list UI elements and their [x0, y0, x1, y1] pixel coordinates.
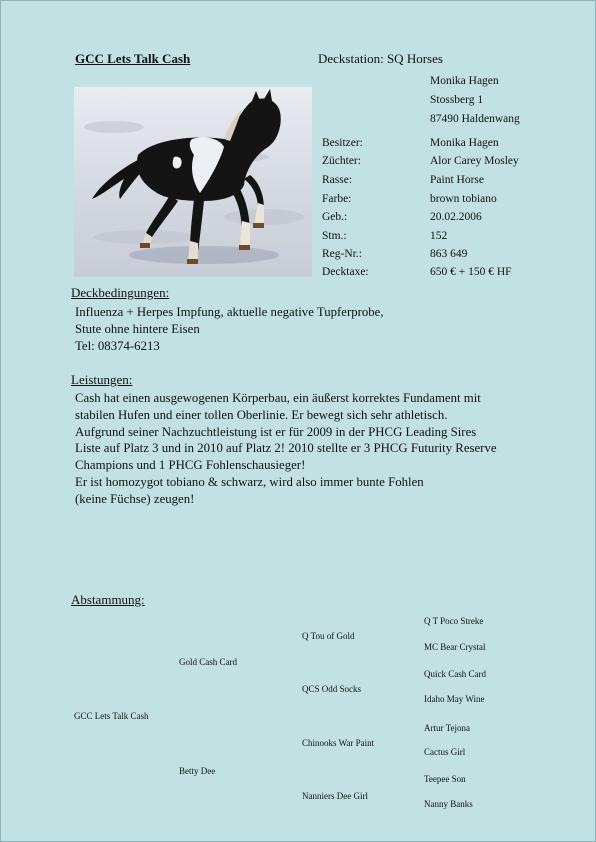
pedigree-great: MC Bear Crystal: [424, 642, 486, 652]
pedigree-dam: Betty Dee: [179, 766, 216, 776]
deck-conditions-text: [75, 304, 384, 354]
horse-name-title: GCC Lets Talk Cash: [75, 51, 191, 66]
performance-line: Aufgrund seiner Nachzuchtleistung ist er für 2009 in der PHCG Leading Sires: [75, 424, 477, 439]
performance-line: (keine Füchse) zeugen!: [75, 491, 195, 506]
performance-line: Cash hat einen ausgewogenen Körperbau, ein äußerst korrektes Fundament mit: [75, 391, 481, 405]
pedigree-great: Nanny Banks: [424, 799, 473, 809]
detail-label: Stm.:: [322, 230, 347, 242]
pedigree-great: Cactus Girl: [424, 747, 466, 757]
detail-value: 650 € + 150 € HF: [430, 266, 512, 278]
pedigree-sire: Gold Cash Card: [179, 657, 237, 667]
address-line: Monika Hagen: [430, 75, 499, 87]
detail-label: Besitzer:: [322, 137, 363, 149]
deck-conditions-heading: Deckbedingungen:: [71, 285, 170, 300]
pedigree-self: GCC Lets Talk Cash: [74, 711, 149, 721]
detail-label: Reg-Nr.:: [322, 248, 362, 260]
detail-value: 20.02.2006: [430, 211, 482, 223]
pedigree-sire-sire: Q Tou of Gold: [302, 631, 355, 641]
address-line: 87490 Haldenwang: [430, 113, 520, 125]
pedigree-great: Teepee Son: [424, 774, 466, 784]
detail-value: Paint Horse: [430, 174, 484, 186]
detail-value: brown tobiano: [430, 193, 497, 205]
pedigree-heading: Abstammung:: [71, 592, 145, 607]
horse-photo: [74, 87, 312, 277]
detail-value: 152: [430, 230, 448, 242]
performance-line: Er ist homozygot tobiano & schwarz, wird also immer bunte Fohlen: [75, 474, 424, 489]
pedigree-dam-sire: Chinooks War Paint: [302, 738, 375, 748]
performance-line: stabilen Hufen und einer tollen Oberlinie. Er bewegt sich sehr athletisch.: [75, 407, 448, 422]
performance-line: Champions und 1 PHCG Fohlenschausieger!: [75, 458, 306, 473]
detail-label: Rasse:: [322, 174, 353, 186]
stud-station: Deckstation: SQ Horses: [318, 51, 443, 66]
detail-label: Farbe:: [322, 193, 352, 205]
performance-line: Liste auf Platz 3 und in 2010 auf Platz 2! 2010 stellte er 3 PHCG Futurity Reserve: [75, 441, 497, 456]
deck-line: Stute ohne hintere Eisen: [75, 321, 200, 336]
detail-value: Monika Hagen: [430, 137, 499, 149]
performance-heading: Leistungen:: [71, 372, 133, 387]
pedigree-great: Quick Cash Card: [424, 669, 486, 679]
detail-label: Züchter:: [322, 155, 361, 167]
pedigree-great: Artur Tejona: [424, 723, 470, 733]
detail-value: 863 649: [430, 248, 468, 260]
performance-text: [75, 390, 497, 508]
detail-label: Decktaxe:: [322, 266, 369, 278]
pedigree-sire-dam: QCS Odd Socks: [302, 684, 362, 694]
pedigree-dam-dam: Nanniers Dee Girl: [302, 791, 368, 801]
pedigree-great: Q T Poco Streke: [424, 616, 484, 626]
deck-line: Tel: 08374-6213: [75, 338, 160, 353]
detail-value: Alor Carey Mosley: [430, 155, 519, 167]
deck-line: Influenza + Herpes Impfung, aktuelle negative Tupferprobe,: [75, 305, 384, 319]
pedigree-great: Idaho May Wine: [424, 694, 485, 704]
detail-label: Geb.:: [322, 211, 348, 223]
address-line: Stossberg 1: [430, 94, 484, 106]
